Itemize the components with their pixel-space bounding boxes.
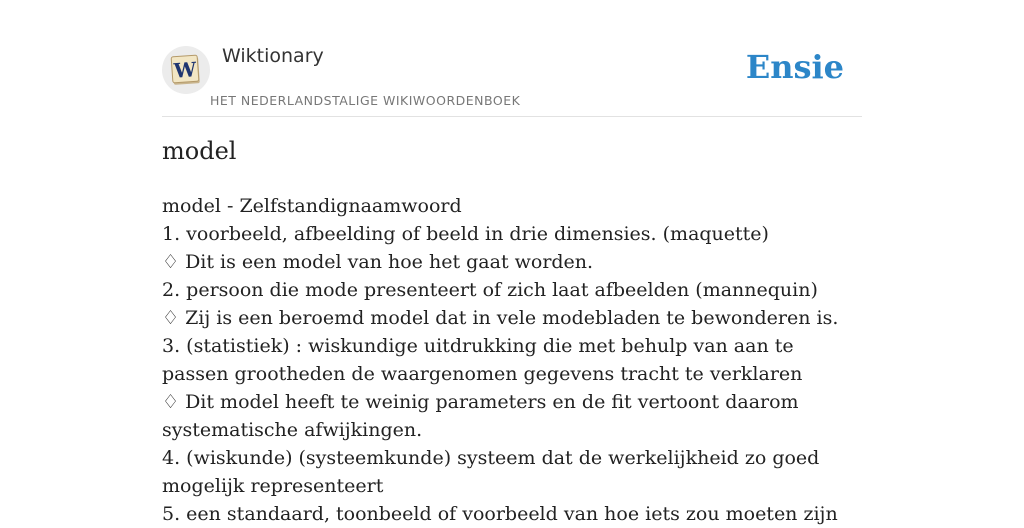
definition-line: 4. (wiskunde) (systeemkunde) systeem dat de werkelijkheid zo goed mogelijk representeert: [162, 447, 820, 497]
definition-line: 5. een standaard, toonbeeld of voorbeeld van hoe iets zou moeten zijn: [162, 503, 838, 525]
site-header: [162, 40, 862, 117]
site-tagline: HET NEDERLANDSTALIGE WIKIWOORDENBOEK: [210, 93, 521, 108]
logo-tile: [166, 50, 206, 90]
example-line: ♢ Dit model heeft te weinig parameters en de fit vertoont daarom systematische afwijkingen.: [162, 391, 799, 441]
definition-line: 1. voorbeeld, afbeelding of beeld in drie dimensies. (maquette): [162, 223, 769, 245]
page-title: model: [162, 137, 237, 165]
wiktionary-logo-icon[interactable]: [162, 46, 210, 94]
ensie-brand-logo[interactable]: Ensie: [745, 48, 844, 86]
example-line: ♢ Dit is een model van hoe het gaat worden.: [162, 251, 594, 273]
logo-letter: W: [173, 57, 198, 83]
example-line: ♢ Zij is een beroemd model dat in vele modebladen te bewonderen is.: [162, 307, 839, 329]
entry-content: [162, 192, 862, 528]
definition-line: 3. (statistiek) : wiskundige uitdrukking die met behulp van aan te passen grootheden de waargenomen gegevens tracht te verklaren: [162, 335, 803, 385]
site-name[interactable]: Wiktionary: [222, 45, 324, 67]
definition-line: 2. persoon die mode presenteert of zich laat afbeelden (mannequin): [162, 279, 818, 301]
entry-heading-line: model - Zelfstandignaamwoord: [162, 195, 462, 217]
